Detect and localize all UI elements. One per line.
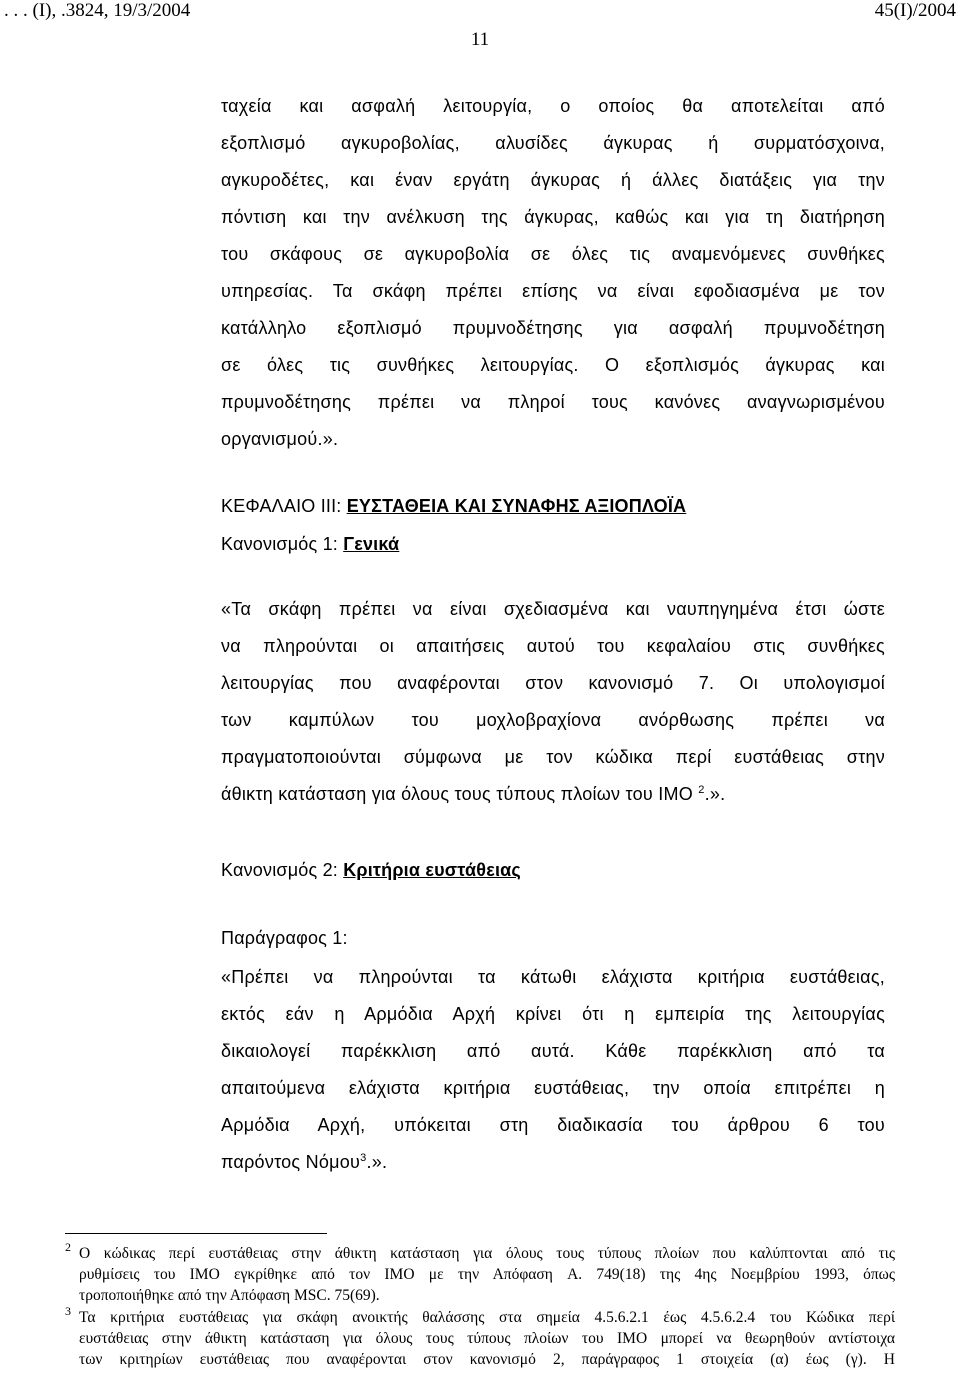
footnote-line: των κριτηρίων ευστάθειας που αναφέρονται στον κανονισμό 2, παράγραφος 1 στοιχεία (α) έως (γ). Η (79, 1351, 895, 1368)
text-line: του σκάφους σε αγκυροβολία σε όλες τις αναμενόμενες συνθήκες (221, 244, 885, 264)
chapter-heading (221, 496, 686, 517)
regulation-1-title: Γενικά (343, 534, 400, 554)
regulation-2-prefix: Κανονισμός 2: (221, 860, 344, 880)
header-right: 45(I)/2004 (874, 0, 956, 21)
text-line: εκτός εάν η Αρμόδια Αρχή κρίνει ότι η εμπειρία της λειτουργίας (221, 1004, 885, 1024)
footnote-line: Τα κριτήρια ευστάθειας για σκάφη ανοικτής θαλάσσης στα σημεία 4.5.6.2.1 έως 4.5.6.2.4 του Κώδικα περί (79, 1309, 895, 1326)
text-line: οργανισμού.». (221, 429, 339, 449)
chapter-title: ΕΥΣΤΑΘΕΙΑ ΚΑΙ ΣΥΝΑΦΗΣ ΑΞΙΟΠΛΟΪΑ (346, 496, 687, 516)
text-line: πόντιση και την ανέλκυση της άγκυρας, καθώς και για τη διατήρηση (221, 207, 885, 227)
text-line: ταχεία και ασφαλή λειτουργία, ο οποίος θα αποτελείται από (221, 96, 885, 116)
text-line: πραγματοποιούνται σύμφωνα με τον κώδικα περί ευστάθειας στην (221, 747, 885, 767)
footnote-ref[interactable]: 3 (360, 1152, 367, 1164)
text-line: να πληρούνται οι απαιτήσεις αυτού του κεφαλαίου στις συνθήκες (221, 636, 885, 656)
paragraph-1-label: Παράγραφος 1: (221, 928, 348, 948)
text-line: δικαιολογεί παρέκκλιση από αυτά. Κάθε παρέκκλιση από τα (221, 1041, 885, 1061)
text-line: σε όλες τις συνθήκες λειτουργίας. Ο εξοπλισμός άγκυρας και (221, 355, 885, 375)
page-number: 11 (470, 29, 490, 50)
text-line: εξοπλισμό αγκυροβολίας, αλυσίδες άγκυρας ή συρματόσχοινα, (221, 133, 885, 153)
chapter-prefix: ΚΕΦΑΛΑΙΟ III: (221, 496, 347, 516)
footnote-mark: 2 (65, 1240, 71, 1254)
footnote-line: Ο κώδικας περί ευστάθειας στην άθικτη κατάσταση για όλους τους τύπους πλοίων που καλύπτονται από τις (79, 1245, 895, 1262)
footnote-ref[interactable]: 2 (698, 784, 705, 796)
footnote-line: ρυθμίσεις του IMO εγκρίθηκε από τον IMO με την Απόφαση A. 749(18) της 4ης Νοεμβρίου 1993, όπως (79, 1266, 895, 1283)
text-line: «Τα σκάφη πρέπει να είναι σχεδιασμένα και ναυπηγημένα έτσι ώστε (221, 599, 885, 619)
text-line-last: άθικτη κατάσταση για όλους τους τύπους πλοίων του IMO $^2$.». (221, 784, 726, 804)
footnote-separator (65, 1233, 327, 1234)
paragraph-anchor-equipment (221, 88, 885, 458)
footnote-line: τροποποιήθηκε από την Απόφαση MSC. 75(69). (79, 1287, 380, 1304)
text-line: αγκυροδέτες, και έναν εργάτη άγκυρας ή άλλες διατάξεις για την (221, 170, 885, 190)
text-line: των καμπύλων του μοχλοβραχίονα ανόρθωσης πρέπει να (221, 710, 885, 730)
regulation-1-prefix: Κανονισμός 1: (221, 534, 344, 554)
regulation-2-heading (221, 860, 521, 881)
paragraph-criteria (221, 959, 885, 1181)
text-line: λειτουργίας που αναφέρονται στον κανονισμό 7. Οι υπολογισμοί (221, 673, 885, 693)
footnote-3 (79, 1307, 895, 1370)
footnote-mark: 3 (65, 1304, 71, 1318)
regulation-1-heading (221, 534, 399, 555)
footnote-2 (79, 1243, 895, 1306)
footnote-line: ευστάθειας στην άθικτη κατάσταση για όλους τους τύπους πλοίων του IMO μπορεί να θεωρηθούν αντίστοιχα (79, 1330, 895, 1347)
header-left: . . . (I), .3824, 19/3/2004 (4, 0, 191, 21)
text-line: πρυμνοδέτησης πρέπει να πληροί τους κανόνες αναγνωρισμένου (221, 392, 885, 412)
text-line-last: παρόντος Νόμου$^3$.». (221, 1152, 388, 1172)
text-line: απαιτούμενα ελάχιστα κριτήρια ευστάθειας, την οποία επιτρέπει η (221, 1078, 885, 1098)
regulation-2-title: Κριτήρια ευστάθειας (343, 860, 521, 880)
text-line: «Πρέπει να πληρούνται τα κάτωθι ελάχιστα κριτήρια ευστάθειας, (221, 967, 885, 987)
text-line: υπηρεσίας. Τα σκάφη πρέπει επίσης να είναι εφοδιασμένα με τον (221, 281, 885, 301)
text-line: κατάλληλο εξοπλισμό πρυμνοδέτησης για ασφαλή πρυμνοδέτηση (221, 318, 885, 338)
text-line: Αρμόδια Αρχή, υπόκειται στη διαδικασία του άρθρου 6 του (221, 1115, 885, 1135)
paragraph-general (221, 591, 885, 813)
